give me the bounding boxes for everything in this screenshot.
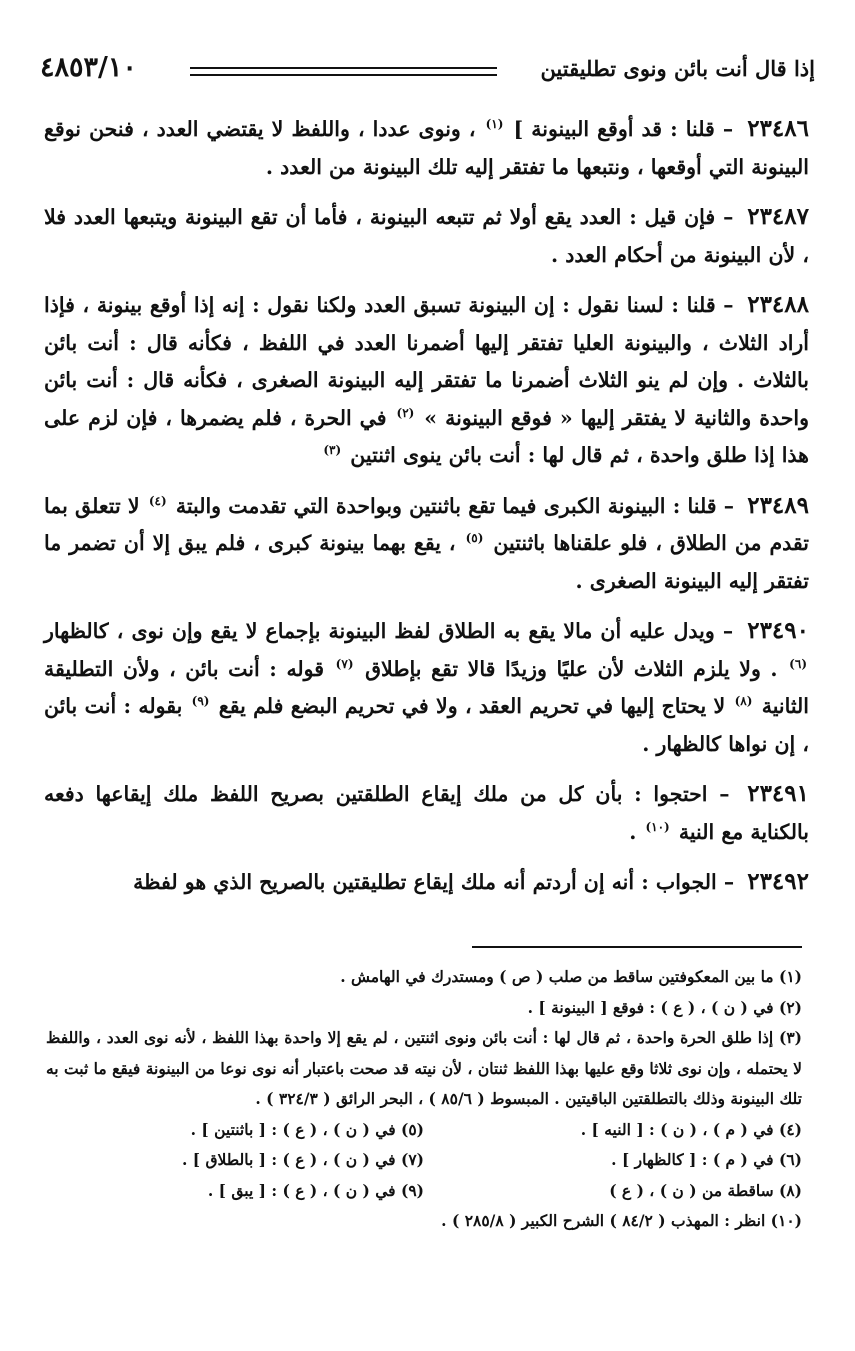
paragraph	[44, 286, 809, 475]
paragraph-text: – ويدل عليه أن مالا يقع به الطلاق لفظ البينونة بإجماع لا يقع وإن نوى ، كالظهار	[44, 619, 742, 643]
footnote-7: (٧) في ( ن ) ، ( ع ) : [ بالطلاق ] .	[182, 1150, 424, 1169]
paragraph-number: ٢٣٤٨٨	[747, 291, 809, 318]
paragraph-number: ٢٣٤٩٢	[747, 868, 809, 895]
footnote-6: (٦) في ( م ) : [ كالظهار ] .	[611, 1150, 802, 1169]
header-rule	[190, 67, 497, 69]
footnote-2: (٢) في ( ن ) ، ( ع ) : فوقع [ البينونة ] .	[527, 997, 802, 1017]
paragraph-number: ٢٣٤٨٧	[747, 203, 809, 230]
paragraph-text: – قلنا : لسنا نقول : إن البينونة تسبق العدد ولكنا نقول : إنه إذا أوقع بينونة ، فإذا أراد الثلاث ، والبينونة العليا تفتقر إليها أضمرنا العدد في اللفظ ، فكأنه قال : أنت بائن بالثلاث . وإن لم ينو الثلاث أضمرنا ما تفتقر إليه البينونة الصغرى ، فكأنه قال : أنت بائن واحدة والثانية لا يفتقر إليها « فوقع البينونة »	[44, 293, 809, 430]
paragraph	[44, 775, 809, 851]
footnote-10: (١٠) انظر : المهذب ( ٨٤/٢ ) الشرح الكبير ( ٢٨٥/٨ ) .	[441, 1211, 802, 1230]
paragraph-text: ، ونوى عددا ، واللفظ لا يقتضي العدد ، فنحن نوقع البينونة التي أوقعها ، ونتبعها ما تفتقر إليه تلك البينونة من العدد .	[44, 117, 809, 179]
footnote-3: (٣) إذا طلق الحرة واحدة ، ثم قال لها : أنت بائن ونوى اثنتين ، لم يقع إلا واحدة بهذا اللفظ ، لأنه نوى العدد ، واللفظ لا يحتمله ، وإن نوى ثلاثا وقع عليها بهذا اللفظ ثنتان ، لأن نيته قد صحت باعتبار أنه نوى نوعا من البينونة فيقع ما ثبت به تلك البينونة وذلك بالتطلقتين الباقيتين . المبسوط ( ٨٥/٦ ) ، البحر الرائق ( ٣٢٤/٣ ) .	[46, 1028, 802, 1108]
paragraph-number: ٢٣٤٩٠	[747, 617, 809, 644]
footnote-reference: (٩)	[191, 694, 210, 709]
footnote-4: (٤) في ( م ) ، ( ن ) : [ النيه ] .	[580, 1119, 802, 1139]
paragraph	[44, 487, 809, 601]
paragraph-text: لا يحتاج إليها في تحريم العقد ، ولا في تحريم البضع فلم يقع	[211, 694, 733, 718]
footnote-row	[46, 1115, 802, 1146]
page-number: ٤٨٥٣/١٠	[40, 52, 137, 83]
footnote-reference: (٣)	[323, 443, 342, 458]
paragraph-text: .	[629, 819, 644, 844]
paragraph-number: ٢٣٤٨٩	[747, 491, 809, 519]
footnotes	[46, 962, 802, 1237]
paragraph-text: قوله : أنت بائن ، ولأن التطليقة الثانية	[44, 656, 809, 718]
main-text	[44, 110, 809, 914]
paragraph-text: – فإن قيل : العدد يقع أولا ثم تتبعه البينونة ، فأما أن تقع البينونة ويتبعها العدد فلا ، لأن البينونة من أحكام العدد .	[44, 205, 809, 267]
paragraph-text: – قلنا : قد أوقع البينونة ]	[505, 117, 742, 141]
paragraph-text: ، يقع بهما بينونة كبرى ، فلم يبق إلا أن تضمر ما تفتقر إليه البينونة الصغرى .	[44, 531, 809, 593]
footnote-reference: (٦)	[789, 656, 807, 671]
paragraph	[44, 612, 809, 763]
running-title: إذا قال أنت بائن ونوى تطليقتين	[540, 56, 815, 81]
footnote-reference: (٢)	[396, 405, 415, 420]
footnote-1: (١) ما بين المعكوفتين ساقط من صلب ( ص ) ومستدرك في الهامش .	[340, 967, 802, 986]
footnote-9: (٩) في ( ن ) ، ( ع ) : [ يبق ] .	[207, 1180, 424, 1200]
page-header	[40, 52, 815, 96]
footnote-row	[46, 1176, 802, 1207]
footnote-reference: (٧)	[335, 656, 354, 671]
paragraph-text: – احتجوا : بأن كل من ملك إيقاع الطلقتين بصريح اللفظ ملك إيقاعها دفعه بالكناية مع النية	[44, 782, 809, 844]
footnote-8: (٨) ساقطة من ( ن ) ، ( ع )	[609, 1180, 802, 1200]
paragraph-text: لا تتعلق بما تقدم من الطلاق ، فلو علقناها باثنتين	[44, 493, 809, 555]
paragraph-text: بقوله : أنت بائن ، إن نواها كالظهار .	[44, 694, 809, 756]
paragraph-text: – قلنا : البينونة الكبرى فيما تقع باثنتين وبواحدة التي تقدمت والبتة	[168, 493, 742, 518]
footnote-row	[46, 1145, 802, 1176]
paragraph	[44, 110, 809, 186]
paragraph-text: – الجواب : أنه إن أردتم أنه ملك إيقاع تطليقتين بالصريح الذي هو لفظة	[133, 870, 742, 894]
footnote-reference: (١٠)	[645, 819, 670, 834]
paragraph-text: في الحرة ، فلم يضمرها ، فإن لزم على هذا إذا طلق واحدة ، ثم قال لها : أنت بائن ينوى اثنتين	[44, 405, 809, 467]
paragraph-number: ٢٣٤٩١	[747, 780, 809, 807]
footnote-reference: (٥)	[465, 531, 484, 546]
paragraph-text: . ولا يلزم الثلاث لأن عليًا وزيدًا قالا تقع بإطلاق	[355, 656, 788, 681]
paragraph	[44, 198, 809, 274]
footnote-reference: (١)	[485, 117, 504, 132]
paragraph	[44, 863, 809, 902]
footnote-separator	[472, 946, 802, 948]
footnote-5: (٥) في ( ن ) ، ( ع ) : [ باثنتين ] .	[190, 1119, 424, 1139]
paragraph-number: ٢٣٤٨٦	[747, 115, 809, 142]
header-rule	[190, 74, 497, 76]
footnote-reference: (٤)	[148, 493, 167, 508]
footnote-reference: (٨)	[734, 694, 753, 709]
